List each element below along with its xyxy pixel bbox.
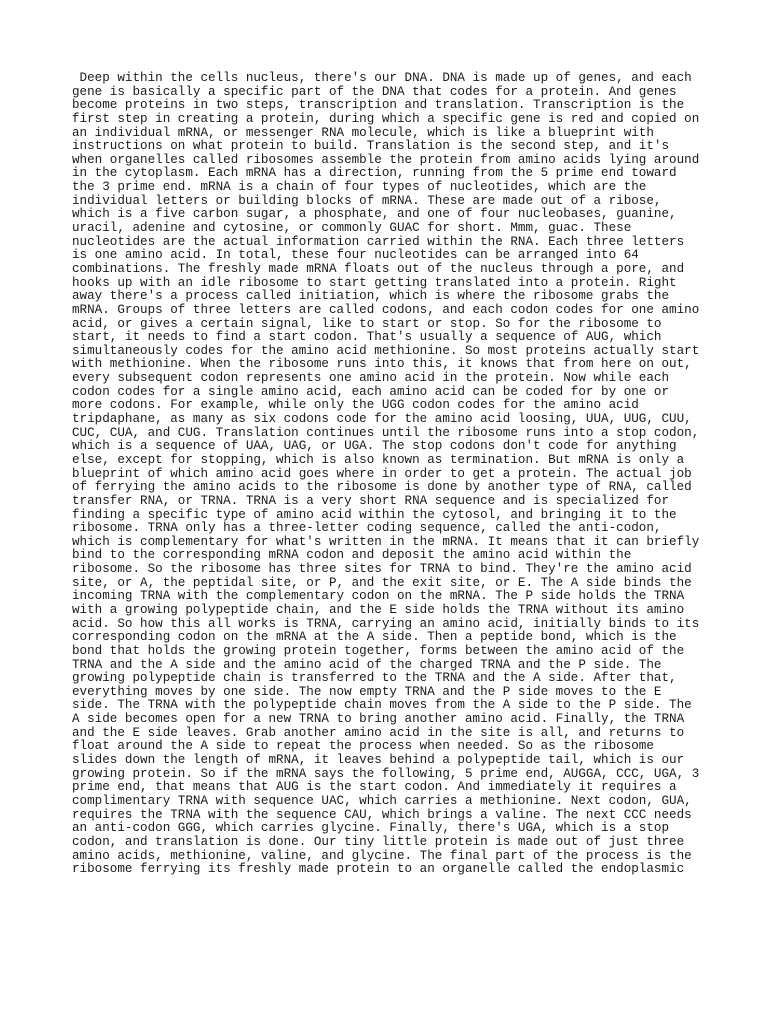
text-line: codon codes for a single amino acid, each amino acid can be coded for by one or xyxy=(72,384,670,399)
text-line: first step in creating a protein, during which a specific gene is red and copied on xyxy=(72,111,700,126)
text-line: uracil, adenine and cytosine, or commonly GUAC for short. Mmm, guac. These xyxy=(72,221,632,236)
transcript-text-block xyxy=(72,72,699,877)
text-line: ribosome. TRNA only has a three-letter coding sequence, called the anti-codon, xyxy=(72,521,662,536)
text-line: and the E side leaves. Grab another amino acid in the site is all, and returns to xyxy=(72,725,685,740)
text-line: with methionine. When the ribosome runs into this, it knows that from here on out, xyxy=(72,357,692,372)
text-line: away there's a process called initiation, which is where the ribosome grabs the xyxy=(72,289,670,304)
text-line: TRNA and the A side and the amino acid of the charged TRNA and the P side. The xyxy=(72,657,662,672)
text-line: CUC, CUA, and CUG. Translation continues until the ribosome runs into a stop codon, xyxy=(72,425,700,440)
text-line: else, except for stopping, which is also known as termination. But mRNA is only a xyxy=(72,452,685,467)
text-line: growing protein. So if the mRNA says the following, 5 prime end, AUGGA, CCC, UGA, 3 xyxy=(72,766,700,781)
text-line: start, it needs to find a start codon. That's usually a sequence of AUG, which xyxy=(72,330,662,345)
text-line: site, or A, the peptidal site, or P, and the exit site, or E. The A side binds the xyxy=(72,575,692,590)
text-line: amino acids, methionine, valine, and glycine. The final part of the process is the xyxy=(72,848,692,863)
text-line: tripdaphane, as many as six codons code for the amino acid loosing, UUA, UUG, CUU, xyxy=(72,412,692,427)
text-line: Deep within the cells nucleus, there's our DNA. DNA is made up of genes, and each xyxy=(72,71,692,85)
text-line: nucleotides are the actual information carried within the RNA. Each three letters xyxy=(72,234,685,249)
text-line: finding a specific type of amino acid within the cytosol, and bringing it to the xyxy=(72,507,677,522)
text-line: growing polypeptide chain is transferred to the TRNA and the A side. After that, xyxy=(72,671,677,686)
text-line: in the cytoplasm. Each mRNA has a direction, running from the 5 prime end toward xyxy=(72,166,677,181)
text-line: which is a sequence of UAA, UAG, or UGA. The stop codons don't code for anything xyxy=(72,439,677,454)
text-line: side. The TRNA with the polypeptide chain moves from the A side to the P side. The xyxy=(72,698,692,713)
text-line: an anti-codon GGG, which carries glycine. Finally, there's UGA, which is a stop xyxy=(72,821,670,836)
text-line: corresponding codon on the mRNA at the A side. Then a peptide bond, which is the xyxy=(72,630,677,645)
text-line: incoming TRNA with the complementary codon on the mRNA. The P side holds the TRNA xyxy=(72,589,685,604)
text-line: acid. So how this all works is TRNA, carrying an amino acid, initially binds to its xyxy=(72,616,700,631)
text-line: an individual mRNA, or messenger RNA molecule, which is like a blueprint with xyxy=(72,125,654,140)
text-line: transfer RNA, or TRNA. TRNA is a very short RNA sequence and is specialized for xyxy=(72,493,670,508)
text-line: become proteins in two steps, transcription and translation. Transcription is the xyxy=(72,98,685,113)
text-line: slides down the length of mRNA, it leaves behind a polypeptide tail, which is our xyxy=(72,753,685,768)
text-line: which is complementary for what's written in the mRNA. It means that it can briefly xyxy=(72,534,700,549)
text-line: acid, or gives a certain signal, like to start or stop. So for the ribosome to xyxy=(72,316,662,331)
text-line: float around the A side to repeat the process when needed. So as the ribosome xyxy=(72,739,654,754)
text-line: combinations. The freshly made mRNA floats out of the nucleus through a pore, and xyxy=(72,261,685,276)
text-line: hooks up with an idle ribosome to start getting translated into a protein. Right xyxy=(72,275,677,290)
text-line: mRNA. Groups of three letters are called codons, and each codon codes for one amino xyxy=(72,302,700,317)
text-line: bond that holds the growing protein together, forms between the amino acid of the xyxy=(72,643,685,658)
text-line: every subsequent codon represents one amino acid in the protein. Now while each xyxy=(72,371,670,386)
text-line: individual letters or building blocks of mRNA. These are made out of a ribose, xyxy=(72,193,662,208)
text-line: more codons. For example, while only the UGG codon codes for the amino acid xyxy=(72,398,639,413)
text-line: codon, and translation is done. Our tiny little protein is made out of just three xyxy=(72,834,685,849)
text-line: with a growing polypeptide chain, and the E side holds the TRNA without its amino xyxy=(72,602,685,617)
text-line: bind to the corresponding mRNA codon and deposit the amino acid within the xyxy=(72,548,632,563)
text-line: of ferrying the amino acids to the ribosome is done by another type of RNA, called xyxy=(72,480,692,495)
text-line: the 3 prime end. mRNA is a chain of four types of nucleotides, which are the xyxy=(72,180,647,195)
text-line: A side becomes open for a new TRNA to bring another amino acid. Finally, the TRNA xyxy=(72,712,685,727)
text-line: gene is basically a specific part of the DNA that codes for a protein. And genes xyxy=(72,84,677,99)
text-line: everything moves by one side. The now empty TRNA and the P side moves to the E xyxy=(72,684,662,699)
text-line: ribosome. So the ribosome has three sites for TRNA to bind. They're the amino acid xyxy=(72,562,692,577)
text-line: prime end, that means that AUG is the start codon. And immediately it requires a xyxy=(72,780,677,795)
text-line: simultaneously codes for the amino acid methionine. So most proteins actually start xyxy=(72,343,700,358)
text-line: ribosome ferrying its freshly made protein to an organelle called the endoplasmic xyxy=(72,862,685,877)
text-line: instructions on what protein to build. Translation is the second step, and it's xyxy=(72,139,670,154)
text-line: blueprint of which amino acid goes where in order to get a protein. The actual job xyxy=(72,466,692,481)
text-line: requires the TRNA with the sequence CAU, which brings a valine. The next CCC needs xyxy=(72,807,692,822)
text-line: complimentary TRNA with sequence UAC, which carries a methionine. Next codon, GUA, xyxy=(72,793,692,808)
text-line: when organelles called ribosomes assemble the protein from amino acids lying around xyxy=(72,152,700,167)
text-line: is one amino acid. In total, these four nucleotides can be arranged into 64 xyxy=(72,248,639,263)
text-line: which is a five carbon sugar, a phosphate, and one of four nucleobases, guanine, xyxy=(72,207,677,222)
